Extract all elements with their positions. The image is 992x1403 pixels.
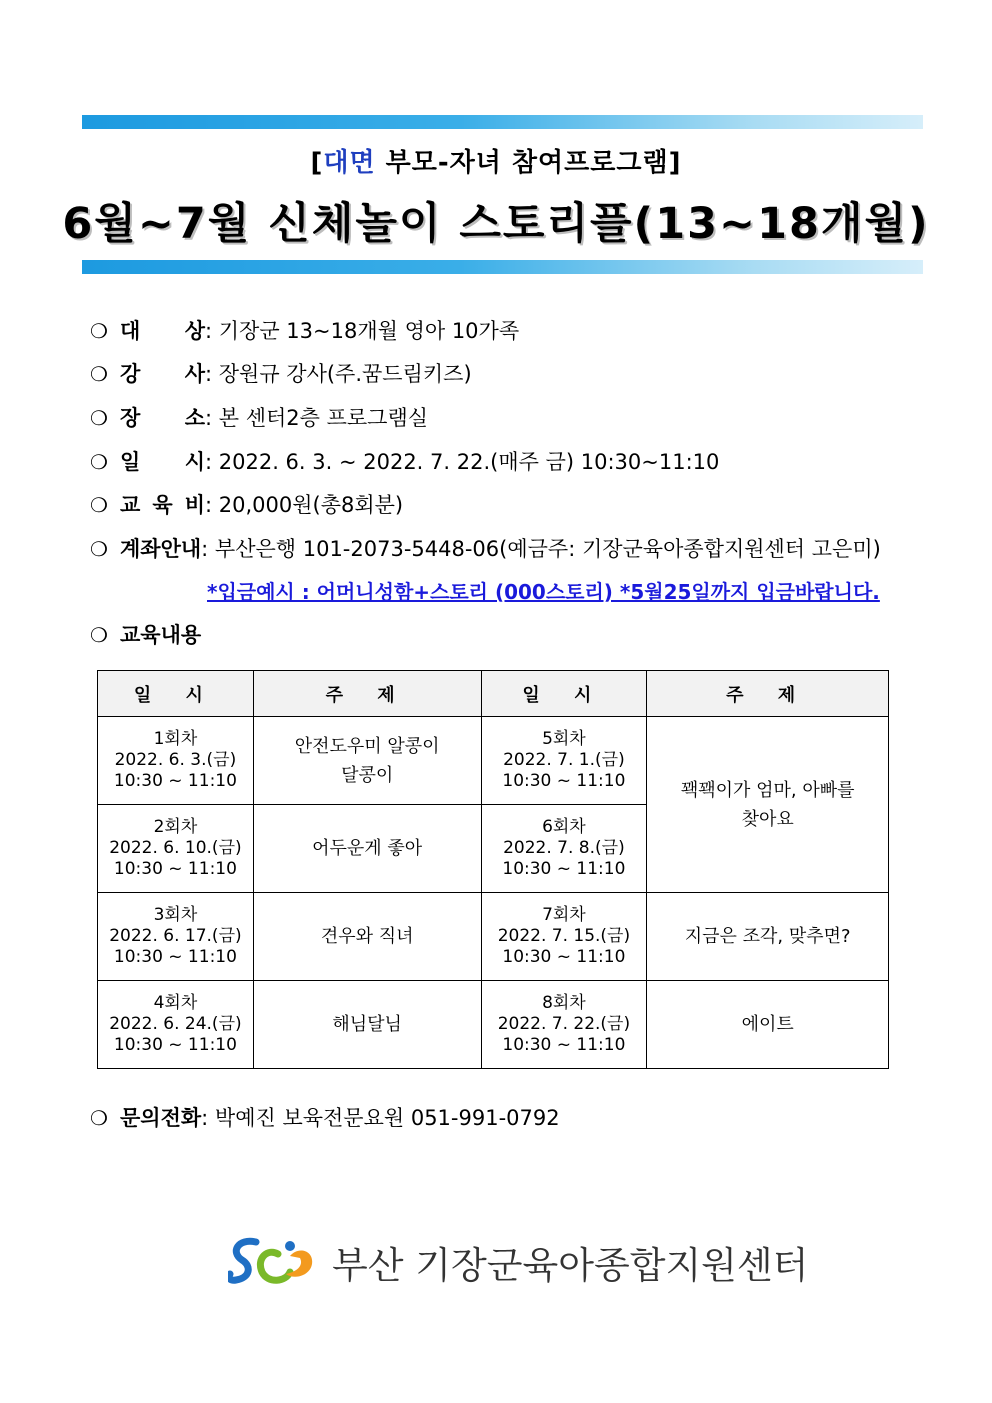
info-row-content [90,619,201,649]
session-cell: 3회차 2022. 6. 17.(금) 10:30 ~ 11:10 [98,893,254,981]
table-header: 일 시 [98,671,254,717]
topic-cell: 어두운게 좋아 [253,805,481,893]
info-row-schedule [90,446,719,476]
table-header: 일 시 [481,671,647,717]
bullet-icon: ❍ [90,319,108,343]
subtitle [0,142,992,179]
table-header-row [98,671,889,717]
subtitle-rest: 부모-자녀 참여프로그램] [375,148,682,178]
subtitle-accent: 대면 [323,148,376,178]
session-cell: 8회차 2022. 7. 22.(금) 10:30 ~ 11:10 [481,981,647,1069]
info-row-account [90,533,881,563]
topic-cell: 에이트 [647,981,889,1069]
info-row-fee [90,489,403,519]
center-logo-text: 부산 기장군육아종합지원센터 [332,1244,809,1287]
info-label: 계좌안내 [120,537,202,561]
topic-cell: 안전도우미 알콩이 달콩이 [253,717,481,805]
info-value: : 2022. 6. 3. ~ 2022. 7. 22.(매주 금) 10:30~11:10 [205,450,720,474]
info-label: 일 시 [120,450,205,474]
info-row-target [90,315,519,345]
title-top-bar [82,115,923,129]
center-logo-icon [228,1232,320,1292]
bullet-icon: ❍ [90,450,108,474]
bullet-icon: ❍ [90,623,108,647]
info-label: 문의전화 [120,1106,202,1130]
info-row-contact [90,1102,560,1132]
info-value: : 장원규 강사(주.꿈드림키즈) [205,362,472,386]
info-value: : 본 센터2층 프로그램실 [205,406,429,430]
info-value: : 박예진 보육전문요원 051-991-0792 [201,1106,560,1130]
info-value: : 기장군 13~18개월 영아 10가족 [205,319,520,343]
table-row [98,893,889,981]
table-row [98,717,889,805]
info-row-instructor [90,358,472,388]
info-label: 강 사 [120,362,205,386]
info-label: 교 육 비 [120,493,205,517]
info-label: 대 상 [120,319,205,343]
schedule-table [97,670,889,1069]
bullet-icon: ❍ [90,362,108,386]
table-row [98,981,889,1069]
info-row-place [90,402,428,432]
session-cell: 2회차 2022. 6. 10.(금) 10:30 ~ 11:10 [98,805,254,893]
title-bottom-bar [82,260,923,274]
session-cell: 5회차 2022. 7. 1.(금) 10:30 ~ 11:10 [481,717,647,805]
info-value: : 부산은행 101-2073-5448-06(예금주: 기장군육아종합지원센터 고은미) [201,537,881,561]
info-value: : 20,000원(총8회분) [205,493,404,517]
session-cell: 4회차 2022. 6. 24.(금) 10:30 ~ 11:10 [98,981,254,1069]
center-logo [228,1232,808,1292]
subtitle-bracket: [ [310,148,324,178]
topic-cell: 지금은 조각, 맞추면? [647,893,889,981]
topic-cell: 해님달님 [253,981,481,1069]
session-cell: 7회차 2022. 7. 15.(금) 10:30 ~ 11:10 [481,893,647,981]
bullet-icon: ❍ [90,406,108,430]
page-title: 6월~7월 신체놀이 스토리플(13~18개월) [62,199,930,249]
topic-cell: 꽥꽥이가 엄마, 아빠를 찾아요 [647,717,889,893]
table-header: 주 제 [253,671,481,717]
topic-cell: 견우와 직녀 [253,893,481,981]
bullet-icon: ❍ [90,537,108,561]
session-cell: 6회차 2022. 7. 8.(금) 10:30 ~ 11:10 [481,805,647,893]
table-header: 주 제 [647,671,889,717]
bullet-icon: ❍ [90,1106,108,1130]
bullet-icon: ❍ [90,493,108,517]
deposit-note: *입금예시 : 어머니성함+스토리 (000스토리) *5월25일까지 입금바랍니다. [207,580,880,604]
info-label: 교육내용 [120,623,202,647]
session-cell: 1회차 2022. 6. 3.(금) 10:30 ~ 11:10 [98,717,254,805]
info-label: 장 소 [120,406,205,430]
